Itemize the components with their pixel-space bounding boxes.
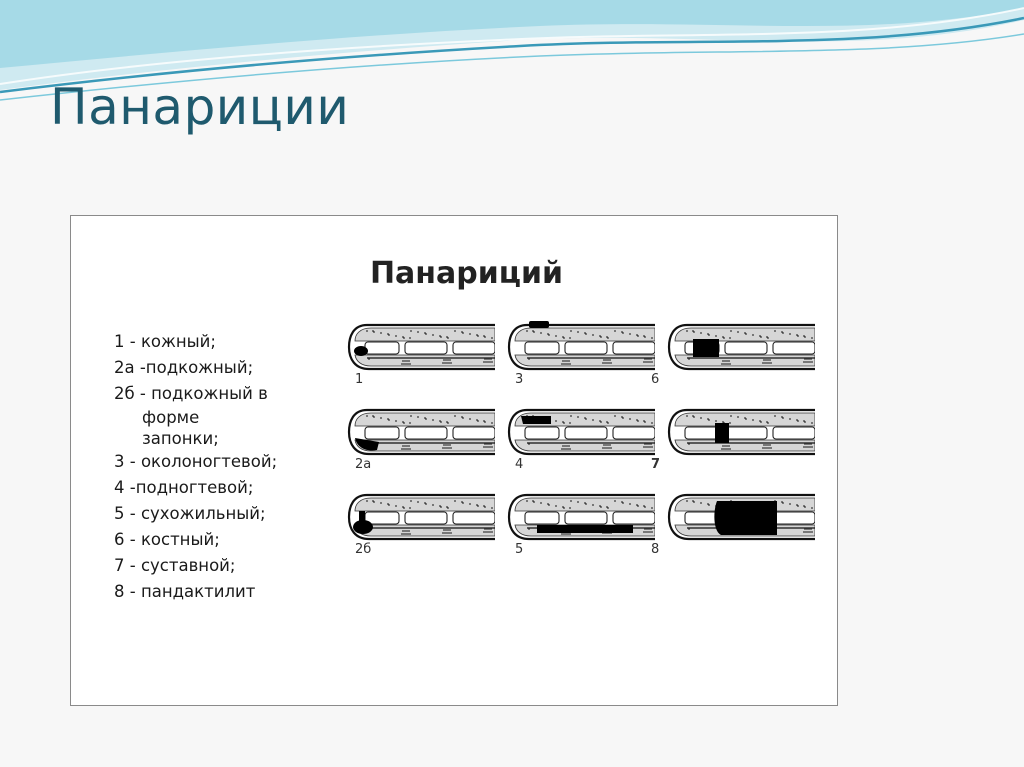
finger-diagram-label: 6 (651, 372, 660, 387)
figure-heading: Панариций (369, 256, 564, 291)
finger-diagram-label: 4 (515, 457, 524, 472)
finger-diagram-label: 8 (651, 542, 660, 557)
finger-diagram-tendon (507, 491, 655, 561)
legend-item (114, 381, 344, 449)
finger-diagram-paronychia (507, 321, 655, 391)
finger-diagram-label: 2б (355, 542, 372, 557)
legend-item: 1 - кожный; (114, 332, 216, 351)
figure-panel (70, 215, 838, 706)
legend-item: 8 - пандактилит (114, 582, 256, 601)
finger-sketch (507, 321, 655, 373)
finger-diagram-collar-button (347, 491, 495, 561)
finger-diagram-subcutaneous (347, 406, 495, 476)
finger-diagram-label: 2а (355, 457, 372, 472)
finger-diagram-subungual (507, 406, 655, 476)
finger-sketch (667, 321, 815, 373)
legend-list (114, 329, 344, 605)
finger-diagram-label: 7 (651, 457, 661, 472)
finger-sketch (347, 491, 495, 543)
finger-diagram-joint (651, 406, 815, 476)
finger-sketch (667, 406, 815, 458)
legend-item-continuation: форме (142, 408, 200, 427)
legend-item-line: 2б - подкожный в (114, 384, 268, 403)
legend-item: 6 - костный; (114, 530, 220, 549)
finger-sketch (667, 491, 815, 543)
legend-item: 7 - суставной; (114, 556, 236, 575)
legend-item: 2а -подкожный; (114, 358, 254, 377)
finger-diagram-pandactylitis (651, 491, 815, 561)
legend-item: 3 - околоногтевой; (114, 452, 278, 471)
legend-item: 5 - сухожильный; (114, 504, 266, 523)
finger-diagram-label: 1 (355, 372, 364, 387)
legend-item-continuation: запонки; (142, 429, 219, 448)
slide-title: Панариции (50, 78, 350, 136)
finger-diagram-label: 3 (515, 372, 524, 387)
finger-diagram-skin (347, 321, 495, 391)
finger-sketch (507, 406, 655, 458)
finger-sketch (347, 406, 495, 458)
finger-sketch (507, 491, 655, 543)
finger-diagram-grid (347, 321, 817, 581)
finger-diagram-bone (651, 321, 815, 391)
finger-sketch (347, 321, 495, 373)
finger-diagram-label: 5 (515, 542, 524, 557)
legend-item: 4 -подногтевой; (114, 478, 254, 497)
